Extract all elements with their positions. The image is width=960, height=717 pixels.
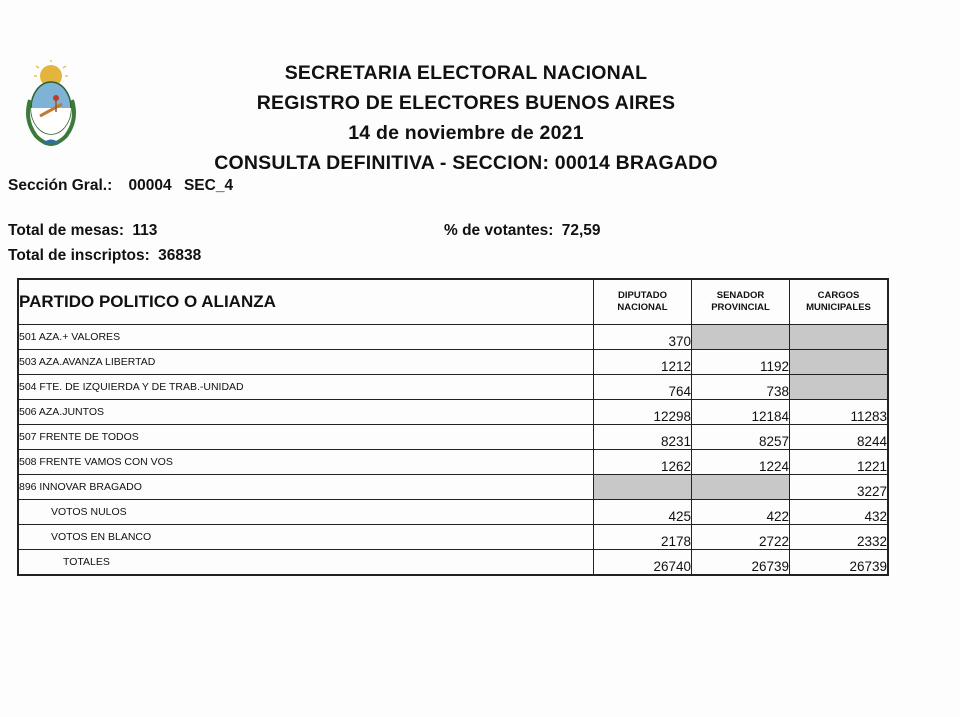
table-row <box>18 475 888 500</box>
cargos-line1: CARGOS <box>817 290 860 301</box>
votes-cargos-blank <box>790 325 889 350</box>
votes-diputado: 1262 <box>594 450 692 475</box>
votes-diputado: 26740 <box>594 550 692 576</box>
header-line-secretaria: SECRETARIA ELECTORAL NACIONAL <box>284 62 648 84</box>
party-name: 507 FRENTE DE TODOS <box>18 425 594 450</box>
votes-senador: 422 <box>692 500 790 525</box>
coat-of-arms-icon <box>22 60 80 150</box>
diputado-line1: DIPUTADO <box>618 290 667 301</box>
votes-diputado: 8231 <box>594 425 692 450</box>
votes-diputado: 764 <box>594 375 692 400</box>
table-row <box>18 500 888 525</box>
total-mesas <box>8 222 157 240</box>
votes-senador: 2722 <box>692 525 790 550</box>
table-row <box>18 525 888 550</box>
votes-senador: 26739 <box>692 550 790 576</box>
party-name: 508 FRENTE VAMOS CON VOS <box>18 450 594 475</box>
votes-cargos: 432 <box>790 500 889 525</box>
votes-senador: 1192 <box>692 350 790 375</box>
table-row-totals <box>18 550 888 576</box>
column-header-cargos <box>790 279 889 325</box>
table-row <box>18 325 888 350</box>
votes-cargos: 3227 <box>790 475 889 500</box>
party-column-header: PARTIDO POLITICO O ALIANZA <box>18 279 594 325</box>
votes-diputado-blank <box>594 475 692 500</box>
header-line-registro: REGISTRO DE ELECTORES BUENOS AIRES <box>256 92 676 114</box>
diputado-line2: NACIONAL <box>617 302 668 313</box>
seccion-code: 00004 <box>128 177 172 194</box>
party-name: TOTALES <box>18 550 594 576</box>
votes-cargos: 1221 <box>790 450 889 475</box>
column-header-senador <box>692 279 790 325</box>
party-name: VOTOS NULOS <box>18 500 594 525</box>
column-header-diputado <box>594 279 692 325</box>
votes-diputado: 1212 <box>594 350 692 375</box>
mesas-label: Total de mesas: <box>8 222 125 239</box>
votes-cargos: 26739 <box>790 550 889 576</box>
party-name: 504 FTE. DE IZQUIERDA Y DE TRAB.-UNIDAD <box>18 375 594 400</box>
inscriptos-label: Total de inscriptos: <box>8 247 150 264</box>
votes-senador-blank <box>692 475 790 500</box>
votes-diputado: 12298 <box>594 400 692 425</box>
votes-cargos-blank <box>790 375 889 400</box>
senador-line1: SENADOR <box>716 290 765 301</box>
votantes-label: % de votantes: <box>444 222 554 239</box>
table-row <box>18 375 888 400</box>
votes-senador: 738 <box>692 375 790 400</box>
table-header-row <box>18 279 888 325</box>
table-row <box>18 400 888 425</box>
seccion-label: Sección Gral.: <box>8 177 113 194</box>
results-table <box>17 278 889 576</box>
votes-diputado: 370 <box>594 325 692 350</box>
votes-senador: 8257 <box>692 425 790 450</box>
votes-cargos: 11283 <box>790 400 889 425</box>
votes-cargos-blank <box>790 350 889 375</box>
votes-diputado: 425 <box>594 500 692 525</box>
votes-diputado: 2178 <box>594 525 692 550</box>
table-row <box>18 450 888 475</box>
table-row <box>18 350 888 375</box>
mesas-value: 113 <box>132 222 158 239</box>
party-name: VOTOS EN BLANCO <box>18 525 594 550</box>
header-date: 14 de noviembre de 2021 <box>348 122 584 144</box>
table-row <box>18 425 888 450</box>
document-header <box>150 58 782 178</box>
votes-cargos: 2332 <box>790 525 889 550</box>
header-consulta: CONSULTA DEFINITIVA - SECCION: 00014 BRAGADO <box>214 152 718 174</box>
party-name: 896 INNOVAR BRAGADO <box>18 475 594 500</box>
total-inscriptos <box>8 247 201 265</box>
senador-line2: PROVINCIAL <box>711 302 770 313</box>
porcentaje-votantes <box>444 222 601 240</box>
seccion-name: SEC_4 <box>183 177 234 194</box>
votes-senador-blank <box>692 325 790 350</box>
votantes-value: 72,59 <box>561 222 601 239</box>
votes-senador: 1224 <box>692 450 790 475</box>
party-name: 503 AZA.AVANZA LIBERTAD <box>18 350 594 375</box>
party-name: 506 AZA.JUNTOS <box>18 400 594 425</box>
votes-senador: 12184 <box>692 400 790 425</box>
votes-cargos: 8244 <box>790 425 889 450</box>
inscriptos-value: 36838 <box>158 247 202 264</box>
cargos-line2: MUNICIPALES <box>806 302 871 313</box>
party-name: 501 AZA.+ VALORES <box>18 325 594 350</box>
seccion-general <box>8 177 233 195</box>
